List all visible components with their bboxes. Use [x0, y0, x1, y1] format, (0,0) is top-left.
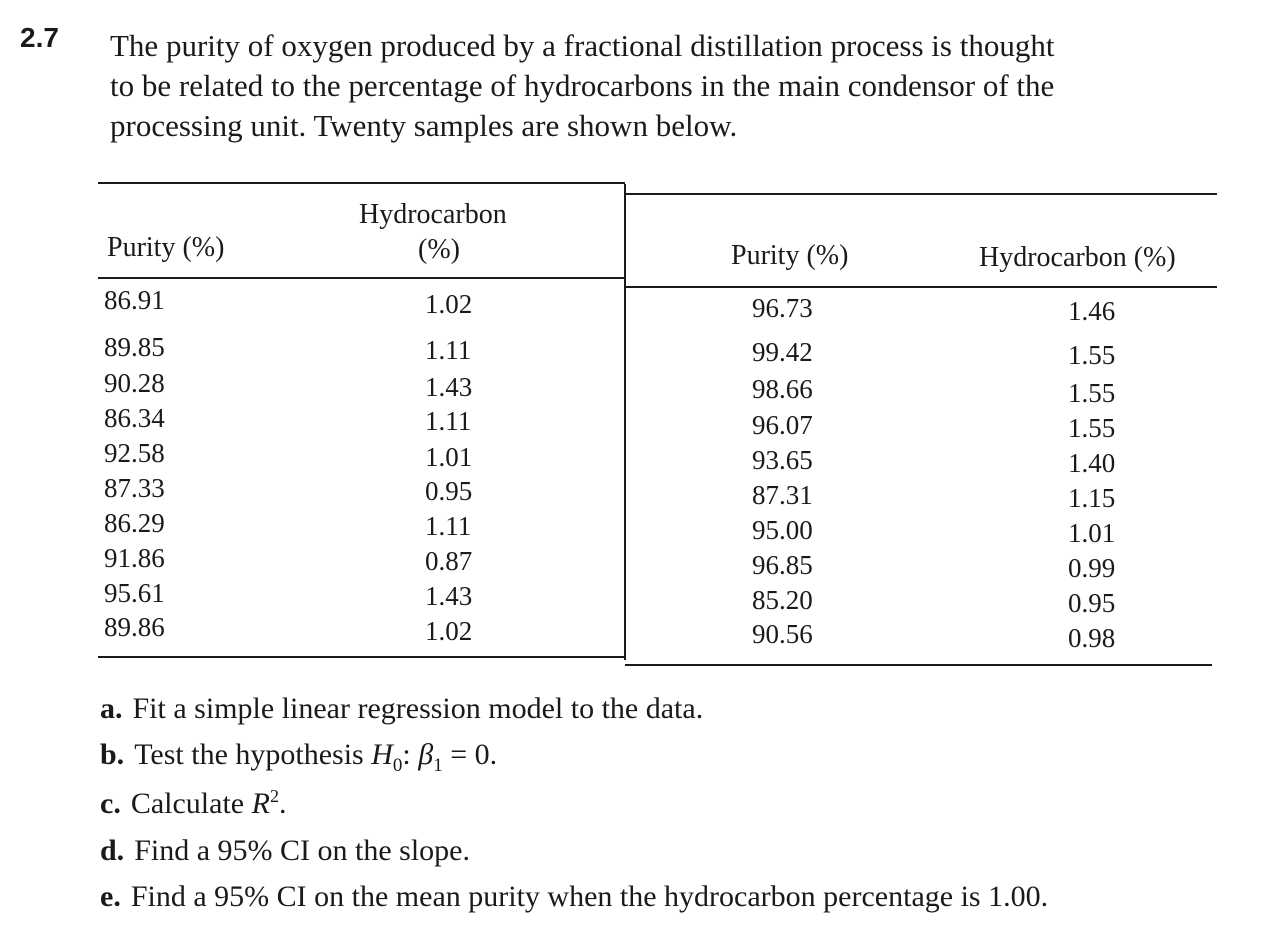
table-cell: 86.34	[104, 403, 165, 433]
part-e	[100, 880, 1048, 914]
header-hydrocarbon-left-unit: (%)	[418, 234, 460, 265]
table-cell: 1.43	[425, 581, 473, 611]
table-cell: 1.40	[1068, 448, 1116, 478]
table-top-rule-right	[625, 193, 1217, 195]
table-cell: 91.86	[104, 543, 165, 573]
table-cell: 1.11	[425, 406, 472, 436]
table-cell: 0.87	[425, 546, 473, 576]
table-top-rule-left	[98, 182, 625, 184]
table-cell: 1.55	[1068, 378, 1116, 408]
table-cell: 1.11	[425, 511, 472, 541]
r-squared	[252, 787, 287, 820]
table-cell: 0.99	[1068, 553, 1116, 583]
table-cell: 87.33	[104, 473, 165, 503]
problem-statement	[110, 26, 1230, 146]
table-cell: 1.11	[425, 335, 472, 365]
table-cell: 93.65	[752, 445, 813, 475]
math-r: R	[251, 787, 270, 820]
math-period: .	[278, 787, 287, 820]
table-cell: 95.00	[752, 515, 813, 545]
math-superscript: 2	[269, 786, 279, 806]
statement-line: processing unit. Twenty samples are shown below.	[110, 108, 738, 143]
statement-line: The purity of oxygen produced by a fractional distillation process is thought	[110, 28, 1055, 63]
table-cell: 96.85	[752, 550, 813, 580]
part-label: a.	[100, 692, 123, 725]
math-beta: β	[418, 738, 434, 771]
part-d	[100, 834, 470, 868]
table-cell: 1.01	[1068, 518, 1116, 548]
part-a	[100, 692, 703, 726]
header-purity-left: Purity (%)	[107, 232, 225, 263]
math-rest: = 0.	[442, 738, 498, 771]
part-label: d.	[100, 834, 125, 867]
table-cell: 0.95	[425, 476, 473, 506]
table-cell: 1.43	[425, 372, 473, 402]
table-cell: 1.55	[1068, 340, 1116, 370]
part-label: c.	[100, 787, 121, 820]
table-cell: 99.42	[752, 337, 813, 367]
part-text: Find a 95% CI on the slope.	[134, 834, 470, 867]
table-cell: 89.86	[104, 612, 165, 642]
table-cell: 1.46	[1068, 296, 1116, 326]
part-text: Find a 95% CI on the mean purity when the hydrocarbon percentage is 1.00.	[130, 880, 1049, 913]
header-hydrocarbon-right: Hydrocarbon (%)	[979, 242, 1176, 273]
table-cell: 89.85	[104, 332, 165, 362]
part-text: Fit a simple linear regression model to the data.	[132, 692, 704, 725]
part-c	[100, 786, 286, 821]
table-cell: 1.55	[1068, 413, 1116, 443]
table-cell: 0.95	[1068, 588, 1116, 618]
table-cell: 86.29	[104, 508, 165, 538]
header-hydrocarbon-left: Hydrocarbon	[359, 199, 507, 230]
header-rule-left	[98, 277, 625, 279]
table-cell: 90.56	[752, 619, 813, 649]
table-bottom-rule-left	[98, 656, 625, 658]
table-cell: 96.07	[752, 410, 813, 440]
header-purity-right: Purity (%)	[731, 240, 849, 271]
table-divider	[624, 184, 626, 660]
table-cell: 1.02	[425, 616, 473, 646]
table-bottom-rule-right	[625, 664, 1212, 666]
table-cell: 92.58	[104, 438, 165, 468]
table-cell: 1.01	[425, 442, 473, 472]
table-cell: 87.31	[752, 480, 813, 510]
part-label: b.	[100, 738, 125, 771]
table-cell: 90.28	[104, 368, 165, 398]
math-h: H	[371, 738, 393, 771]
part-text: Calculate	[130, 787, 245, 820]
part-text: Test the hypothesis	[134, 738, 364, 771]
table-cell: 95.61	[104, 578, 165, 608]
table-cell: 1.15	[1068, 483, 1116, 513]
hypothesis-expression	[371, 738, 498, 776]
statement-line: to be related to the percentage of hydrocarbons in the main condensor of the	[110, 68, 1055, 103]
table-cell: 1.02	[425, 289, 473, 319]
math-subscript: 0	[392, 755, 403, 776]
part-b	[100, 738, 497, 777]
problem-number: 2.7	[20, 22, 59, 53]
table-cell: 85.20	[752, 585, 813, 615]
math-subscript: 1	[433, 755, 443, 776]
table-cell: 96.73	[752, 293, 813, 323]
part-label: e.	[100, 880, 121, 913]
table-cell: 0.98	[1068, 623, 1116, 653]
header-rule-right	[625, 286, 1217, 288]
table-cell: 86.91	[104, 285, 165, 315]
table-cell: 98.66	[752, 374, 813, 404]
math-colon: :	[402, 738, 411, 771]
